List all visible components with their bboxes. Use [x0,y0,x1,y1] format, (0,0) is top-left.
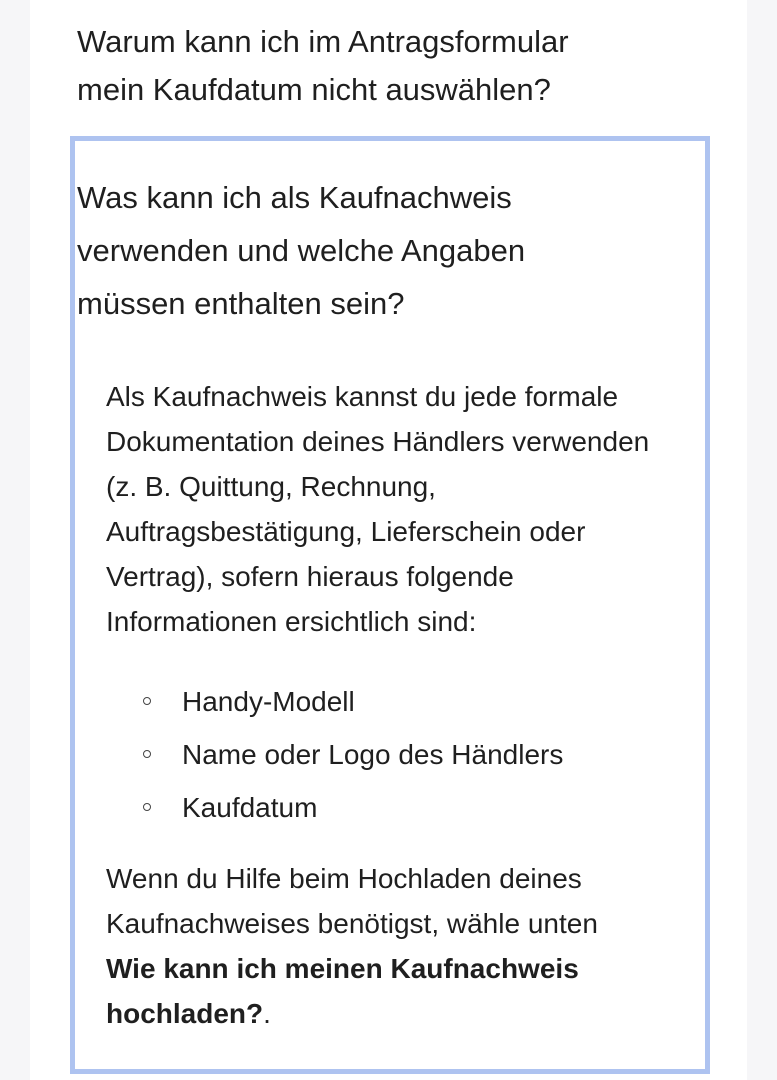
list-item-label: Kaufdatum [182,792,318,823]
faq-question-proof-of-purchase[interactable] [77,171,677,330]
answer-line: Informationen ersichtlich sind: [106,606,477,637]
upload-proof-link[interactable]: Wie kann ich meinen Kaufnachweis [106,953,579,984]
faq-question-line: Warum kann ich im Antragsformular [77,24,569,59]
answer-line: Als Kaufnachweis kannst du jede formale [106,381,619,412]
faq-question-line: verwenden und welche Angaben [77,233,526,268]
list-item [106,728,706,781]
list-item-label: Handy-Modell [182,686,355,717]
answer-line: Dokumentation deines Händlers verwenden [106,426,650,457]
answer-line: (z. B. Quittung, Rechnung, [106,471,436,502]
hollow-circle-bullet-icon [143,750,151,758]
answer-intro-paragraph [106,374,706,644]
hollow-circle-bullet-icon [143,697,151,705]
upload-proof-link[interactable]: hochladen? [106,998,264,1029]
faq-question-line: Was kann ich als Kaufnachweis [77,180,512,215]
faq-item-proof-of-purchase [70,136,710,1074]
answer-line: Kaufnachweises benötigst, wähle unten [106,908,598,939]
faq-question-line: mein Kaufdatum nicht auswählen? [77,72,551,107]
faq-question-line: müssen enthalten sein? [77,286,405,321]
answer-help-paragraph [106,856,706,1036]
answer-line: Wenn du Hilfe beim Hochladen deines [106,863,582,894]
list-item [106,675,706,728]
answer-line: Vertrag), sofern hieraus folgende [106,561,514,592]
faq-page [30,0,747,1080]
list-item-label: Name oder Logo des Händlers [182,739,564,770]
faq-question-purchase-date[interactable] [77,18,677,114]
answer-line: Auftragsbestätigung, Lieferschein oder [106,516,586,547]
hollow-circle-bullet-icon [143,803,151,811]
list-item [106,781,706,834]
required-info-list [106,675,706,834]
sentence-end: . [263,998,271,1029]
faq-answer [106,374,706,1036]
